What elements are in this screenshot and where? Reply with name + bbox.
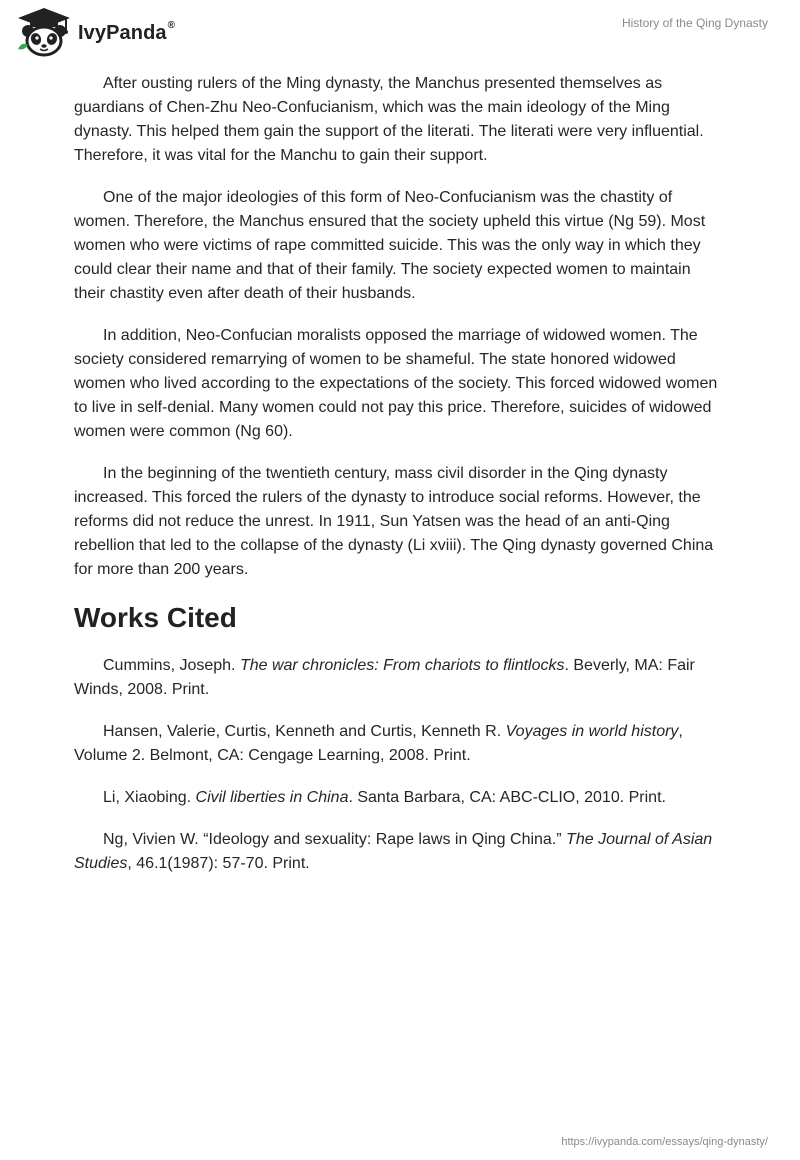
citation-title: Voyages in world history [505,723,679,740]
body-paragraph: One of the major ideologies of this form of Neo-Confucianism was the chastity of women. Therefore, the Manchus ensured that the society upheld this virtue (Ng 59). Most women who were victims of rape committed suicide. This was the only way in which they could clear their name and that of their family. The society expected women to maintain their chastity even after death of their husbands. [74,189,706,302]
citation-entry: Cummins, Joseph. The war chronicles: From chariots to flintlocks. Beverly, MA: Fair Winds, 2008. Print. [74,657,695,698]
citation-entry: Ng, Vivien W. “Ideology and sexuality: Rape laws in Qing China.” The Journal of Asian Studies, 46.1(1987): 57-70. Print. [74,831,713,872]
document-title: History of the Qing Dynasty [621,16,768,30]
body-paragraph: After ousting rulers of the Ming dynasty, the Manchus presented themselves as guardians of Chen-Zhu Neo-Confucianism, which was the main ideology of the Ming dynasty. This helped them gain the support of the literati. The literati were very influential. Therefore, it was vital for the Manchu to gain their support. [74,75,704,164]
panda-logo-icon [16,7,72,57]
citation-title: Civil liberties in China [195,789,349,806]
essay-content [74,72,726,894]
citation-title: The Journal of Asian Studies [74,831,713,872]
source-url[interactable]: https://ivypanda.com/essays/qing-dynasty/ [561,1136,768,1148]
body-paragraph: In the beginning of the twentieth century, mass civil disorder in the Qing dynasty increased. This forced the rulers of the dynasty to introduce social reforms. However, the reforms did not reduce the unrest. In 1911, Sun Yatsen was the head of an anti-Qing rebellion that led to the collapse of the dynasty (Li xviii). The Qing dynasty governed China for more than 200 years. [74,465,714,578]
body-paragraph: In addition, Neo-Confucian moralists opposed the marriage of widowed women. The society considered remarrying of women to be shameful. The state honored widowed women who lived according to the expectations of the society. This forced widowed women to live in self-denial. Many women could not pay this price. Therefore, suicides of widowed women were common (Ng 60). [74,327,718,440]
page-header [0,0,800,64]
logo-text: IvyPanda® [78,20,176,44]
citation-title: The war chronicles: From chariots to flintlocks [239,657,565,674]
ivypanda-logo[interactable] [16,7,175,57]
citation-entry: Hansen, Valerie, Curtis, Kenneth and Curtis, Kenneth R. Voyages in world history, Volume 2. Belmont, CA: Cengage Learning, 2008. Print. [74,723,683,764]
citation-entry: Li, Xiaobing. Civil liberties in China. Santa Barbara, CA: ABC-CLIO, 2010. Print. [103,789,666,806]
works-cited-heading: Works Cited [74,602,237,633]
